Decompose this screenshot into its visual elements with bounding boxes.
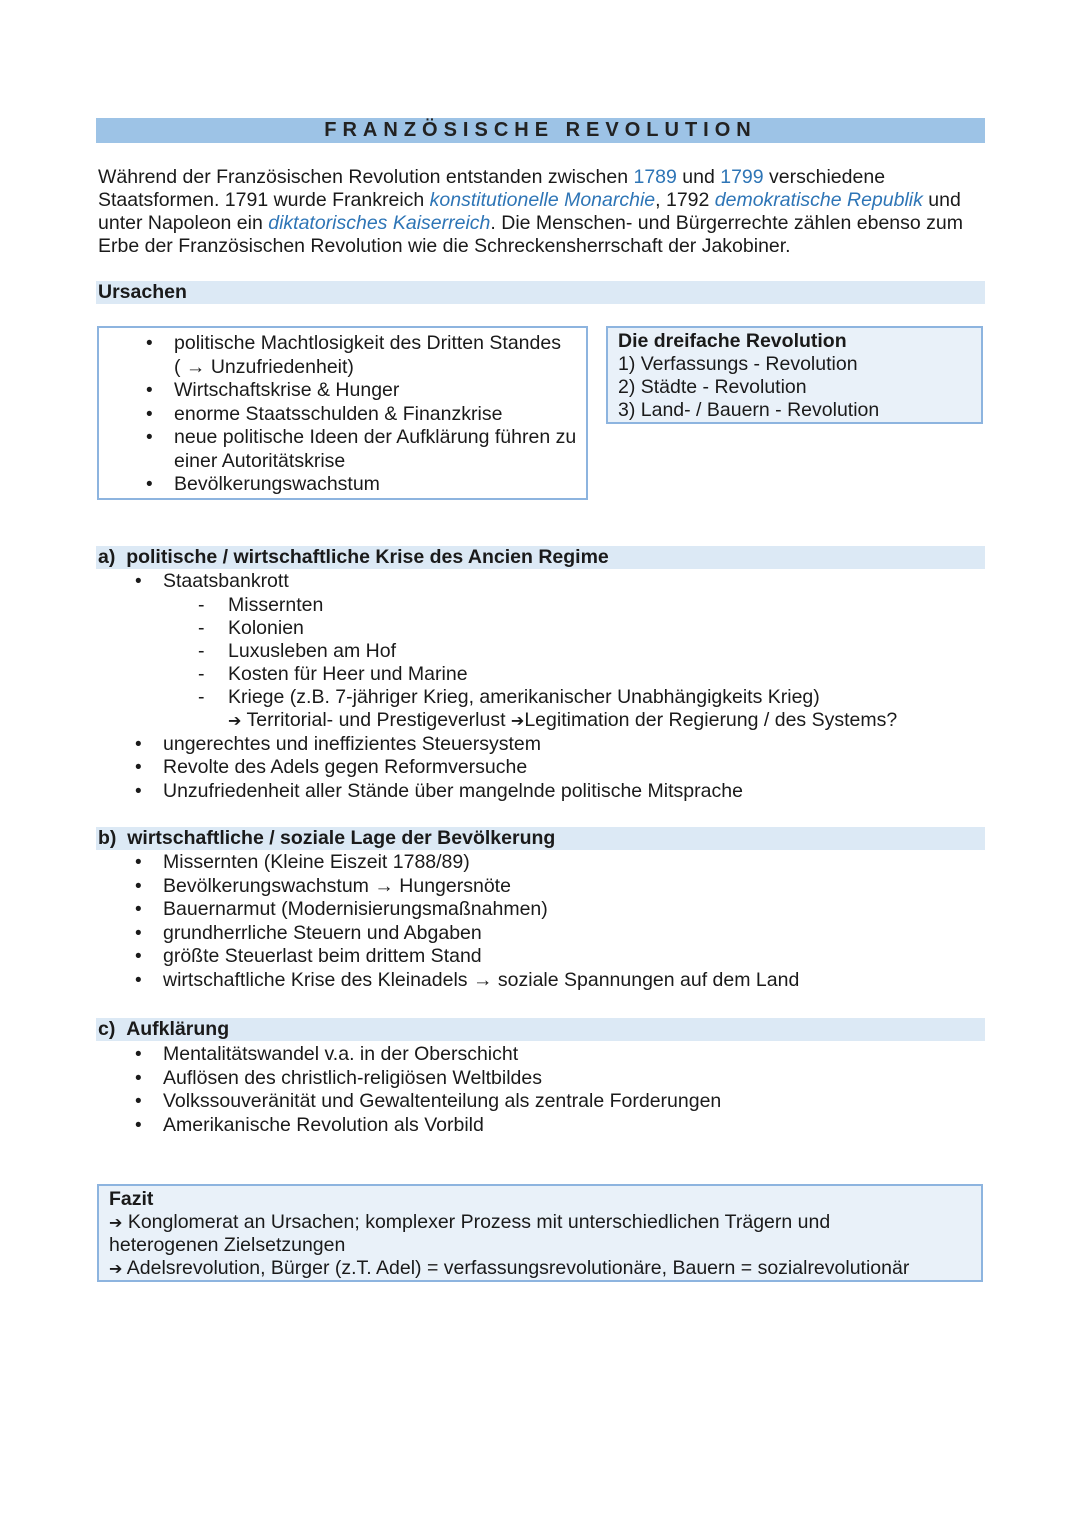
staatsbankrott-sublist bbox=[228, 594, 983, 709]
intro-text: . Die Menschen- und Bürgerrechte zählen ebenso zum Erbe der Französischen Revolution wie die Schreckensherrschaft der Jakobiner. bbox=[98, 212, 964, 257]
ursachen-box bbox=[97, 326, 588, 500]
fazit-content bbox=[109, 1188, 969, 1280]
list-item: • Volkssouveränität und Gewaltenteilung als zentrale Forderungen bbox=[163, 1090, 983, 1114]
ursachen-bar bbox=[96, 281, 985, 304]
list-item bbox=[174, 473, 579, 497]
year-1799: 1799 bbox=[720, 166, 764, 188]
fazit-line bbox=[109, 1257, 969, 1280]
section-a-list bbox=[163, 733, 983, 804]
section-title: Aufklärung bbox=[126, 1018, 230, 1040]
sublist-item: - Kriege (z.B. 7-jähriger Krieg, amerikanischer Unabhängigkeits Krieg) bbox=[228, 686, 983, 709]
dreifache-content bbox=[618, 330, 879, 422]
arrow-right-icon: ➔ bbox=[109, 1213, 123, 1232]
list-item-text: Wirtschaftskrise & Hunger bbox=[174, 379, 400, 401]
intro-text: Während der Französischen Revolution entstanden zwischen bbox=[98, 166, 634, 188]
fazit-text: Konglomerat an Ursachen; komplexer Prozess mit unterschiedlichen Trägern und heterogenen Zielsetzungen bbox=[109, 1211, 831, 1256]
ursachen-list bbox=[174, 332, 579, 497]
sublist-item: - Missernten bbox=[228, 594, 983, 617]
list-item: • Revolte des Adels gegen Reformversuche bbox=[163, 756, 983, 780]
kriege-consequence bbox=[228, 709, 983, 732]
section-a-heading bbox=[98, 546, 609, 569]
list-item: • Missernten (Kleine Eiszeit 1788/89) bbox=[163, 851, 983, 875]
section-marker: a) bbox=[98, 546, 116, 568]
list-item-text: politische Machtlosigkeit des Dritten Standes bbox=[174, 332, 561, 354]
dreifache-revolution-box bbox=[606, 326, 983, 424]
section-c-bar bbox=[96, 1018, 985, 1041]
list-item: • grundherrliche Steuern und Abgaben bbox=[163, 922, 983, 946]
arrow-right-icon: ➔ bbox=[510, 710, 525, 730]
fazit-box bbox=[97, 1184, 983, 1282]
list-item-text: neue politische Ideen der Aufklärung führen zu einer Autoritätskrise bbox=[174, 426, 577, 472]
list-item: • Mentalitätswandel v.a. in der Oberschicht bbox=[163, 1043, 983, 1067]
section-a-content bbox=[163, 570, 983, 803]
state-form-kaiserreich: diktatorisches Kaiserreich bbox=[268, 212, 491, 234]
document-title: FRANZÖSISCHE REVOLUTION bbox=[96, 118, 985, 143]
consequence-text: Legitimation der Regierung / des Systems? bbox=[524, 708, 898, 731]
list-item: • ungerechtes und ineffizientes Steuersystem bbox=[163, 733, 983, 757]
list-item bbox=[163, 570, 983, 594]
year-1789: 1789 bbox=[633, 166, 677, 188]
list-item: • Bevölkerungswachstum → Hungersnöte bbox=[163, 875, 983, 899]
list-item: • Bauernarmut (Modernisierungsmaßnahmen) bbox=[163, 898, 983, 922]
section-b-list bbox=[163, 851, 983, 992]
list-item bbox=[174, 379, 579, 403]
list-item: • Unzufriedenheit aller Stände über mangelnde politische Mitsprache bbox=[163, 780, 983, 804]
list-item-text: Staatsbankrott bbox=[163, 570, 289, 592]
intro-paragraph bbox=[98, 166, 998, 258]
list-item: • Amerikanische Revolution als Vorbild bbox=[163, 1114, 983, 1138]
section-c-heading bbox=[98, 1018, 229, 1041]
section-title: politische / wirtschaftliche Krise des Ancien Regime bbox=[126, 546, 609, 568]
section-c-list bbox=[163, 1043, 983, 1137]
list-item bbox=[174, 332, 579, 379]
sublist-item: - Luxusleben am Hof bbox=[228, 640, 983, 663]
arrow-right-icon: ➔ bbox=[228, 710, 242, 730]
ursachen-heading: Ursachen bbox=[98, 281, 187, 303]
dreifache-item: 2) Städte - Revolution bbox=[618, 376, 807, 398]
consequence-text: Territorial- und Prestigeverlust bbox=[246, 708, 511, 731]
dreifache-title: Die dreifache Revolution bbox=[618, 330, 847, 352]
section-b-heading bbox=[98, 827, 555, 850]
list-item-text: Bevölkerungswachstum bbox=[174, 473, 380, 495]
list-item bbox=[174, 403, 579, 427]
intro-text: und unter Napoleon ein bbox=[98, 189, 961, 234]
intro-text: und bbox=[676, 166, 721, 188]
state-form-monarchie: konstitutionelle Monarchie bbox=[429, 189, 656, 211]
fazit-text: Adelsrevolution, Bürger (z.T. Adel) = verfassungsrevolutionäre, Bauern = sozialrevolutionär bbox=[126, 1257, 910, 1279]
list-item: • größte Steuerlast beim drittem Stand bbox=[163, 945, 983, 969]
section-marker: b) bbox=[98, 827, 117, 849]
fazit-line bbox=[109, 1211, 889, 1257]
dreifache-item: 1) Verfassungs - Revolution bbox=[618, 353, 858, 375]
list-item: • Auflösen des christlich-religiösen Weltbildes bbox=[163, 1067, 983, 1091]
list-item bbox=[174, 426, 579, 473]
intro-text: verschiedene Staatsformen. 1791 wurde Frankreich bbox=[98, 166, 886, 211]
arrow-right-icon: ➔ bbox=[109, 1259, 123, 1278]
state-form-republik: demokratische Republik bbox=[714, 189, 923, 211]
section-title: wirtschaftliche / soziale Lage der Bevölkerung bbox=[127, 827, 556, 849]
dreifache-item: 3) Land- / Bauern - Revolution bbox=[618, 399, 880, 421]
fazit-title: Fazit bbox=[109, 1188, 154, 1210]
section-marker: c) bbox=[98, 1018, 116, 1040]
intro-text: , 1792 bbox=[655, 189, 715, 211]
sublist-item: - Kosten für Heer und Marine bbox=[228, 663, 983, 686]
sublist-item: - Kolonien bbox=[228, 617, 983, 640]
list-item-text: enorme Staatsschulden & Finanzkrise bbox=[174, 402, 503, 425]
list-item-text: ( → Unzufriedenheit) bbox=[174, 355, 354, 378]
section-a-list bbox=[163, 570, 983, 594]
list-item: • wirtschaftliche Krise des Kleinadels → soziale Spannungen auf dem Land bbox=[163, 969, 983, 993]
